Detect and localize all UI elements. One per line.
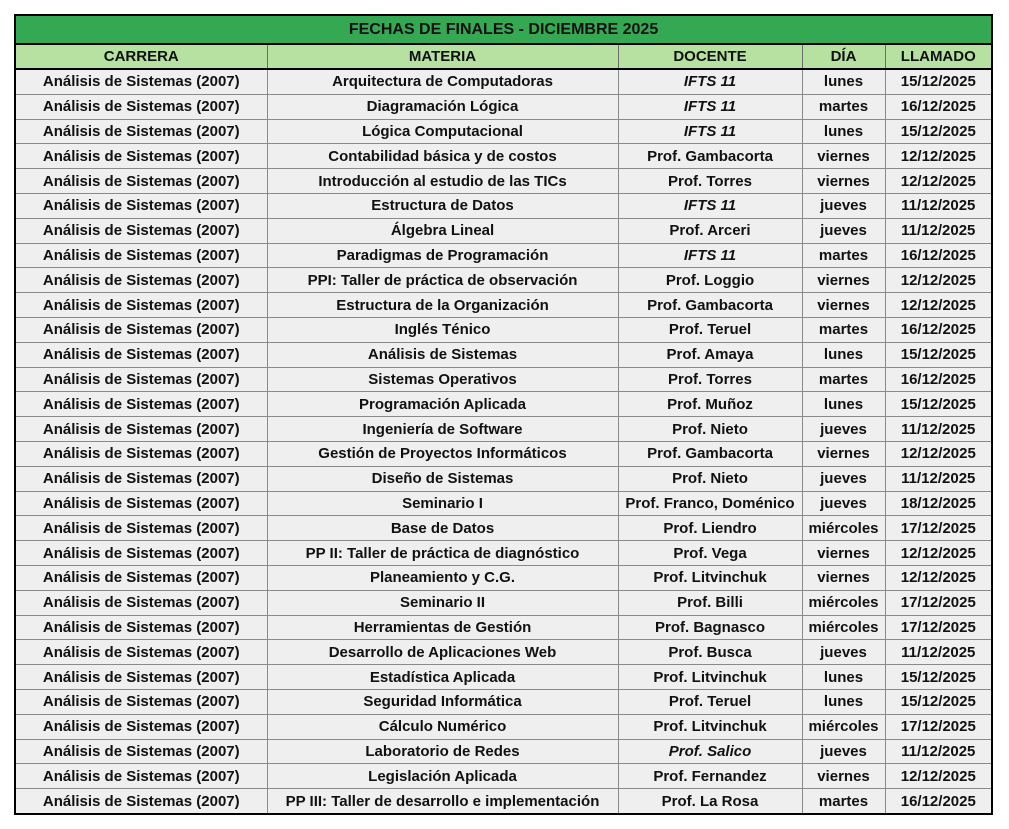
cell-carrera: Análisis de Sistemas (2007) <box>15 144 267 169</box>
cell-carrera: Análisis de Sistemas (2007) <box>15 268 267 293</box>
cell-llamado: 12/12/2025 <box>885 541 992 566</box>
cell-llamado: 12/12/2025 <box>885 268 992 293</box>
cell-carrera: Análisis de Sistemas (2007) <box>15 764 267 789</box>
cell-dia: jueves <box>802 417 885 442</box>
cell-docente: IFTS 11 <box>618 119 802 144</box>
cell-materia: Estadística Aplicada <box>267 665 618 690</box>
table-row <box>15 317 992 342</box>
cell-docente: Prof. Amaya <box>618 342 802 367</box>
table-row <box>15 144 992 169</box>
table-body <box>15 69 992 814</box>
cell-carrera: Análisis de Sistemas (2007) <box>15 640 267 665</box>
cell-dia: viernes <box>802 293 885 318</box>
header-materia: MATERIA <box>267 44 618 69</box>
cell-dia: lunes <box>802 342 885 367</box>
table-row <box>15 541 992 566</box>
cell-materia: Paradigmas de Programación <box>267 243 618 268</box>
cell-llamado: 11/12/2025 <box>885 739 992 764</box>
cell-materia: Desarrollo de Aplicaciones Web <box>267 640 618 665</box>
cell-materia: Diagramación Lógica <box>267 94 618 119</box>
cell-dia: jueves <box>802 193 885 218</box>
cell-materia: Álgebra Lineal <box>267 218 618 243</box>
cell-carrera: Análisis de Sistemas (2007) <box>15 441 267 466</box>
cell-llamado: 11/12/2025 <box>885 640 992 665</box>
cell-dia: viernes <box>802 565 885 590</box>
cell-dia: viernes <box>802 541 885 566</box>
cell-dia: jueves <box>802 640 885 665</box>
table-row <box>15 516 992 541</box>
cell-dia: martes <box>802 317 885 342</box>
cell-materia: Análisis de Sistemas <box>267 342 618 367</box>
cell-materia: Estructura de Datos <box>267 193 618 218</box>
cell-docente: Prof. Litvinchuk <box>618 665 802 690</box>
table-row <box>15 169 992 194</box>
cell-materia: Programación Aplicada <box>267 392 618 417</box>
cell-carrera: Análisis de Sistemas (2007) <box>15 466 267 491</box>
cell-materia: PP II: Taller de práctica de diagnóstico <box>267 541 618 566</box>
cell-llamado: 12/12/2025 <box>885 764 992 789</box>
cell-materia: Legislación Aplicada <box>267 764 618 789</box>
header-carrera: CARRERA <box>15 44 267 69</box>
header-row <box>15 44 992 69</box>
finals-schedule-table <box>14 14 993 815</box>
table-row <box>15 268 992 293</box>
table-row <box>15 565 992 590</box>
cell-docente: Prof. Billi <box>618 590 802 615</box>
table-row <box>15 739 992 764</box>
cell-carrera: Análisis de Sistemas (2007) <box>15 615 267 640</box>
cell-materia: Arquitectura de Computadoras <box>267 69 618 94</box>
table-row <box>15 466 992 491</box>
title-row <box>15 15 992 44</box>
cell-llamado: 15/12/2025 <box>885 342 992 367</box>
cell-llamado: 15/12/2025 <box>885 665 992 690</box>
cell-llamado: 11/12/2025 <box>885 193 992 218</box>
cell-dia: lunes <box>802 119 885 144</box>
cell-materia: Inglés Ténico <box>267 317 618 342</box>
cell-dia: jueves <box>802 491 885 516</box>
cell-dia: martes <box>802 94 885 119</box>
cell-docente: Prof. Vega <box>618 541 802 566</box>
cell-llamado: 12/12/2025 <box>885 565 992 590</box>
cell-docente: IFTS 11 <box>618 193 802 218</box>
cell-dia: miércoles <box>802 615 885 640</box>
header-llamado: LLAMADO <box>885 44 992 69</box>
cell-dia: martes <box>802 789 885 814</box>
cell-llamado: 16/12/2025 <box>885 367 992 392</box>
cell-docente: Prof. Litvinchuk <box>618 565 802 590</box>
header-dia: DÍA <box>802 44 885 69</box>
cell-carrera: Análisis de Sistemas (2007) <box>15 516 267 541</box>
cell-materia: PPI: Taller de práctica de observación <box>267 268 618 293</box>
cell-carrera: Análisis de Sistemas (2007) <box>15 169 267 194</box>
table-row <box>15 69 992 94</box>
table-row <box>15 243 992 268</box>
cell-carrera: Análisis de Sistemas (2007) <box>15 342 267 367</box>
cell-docente: Prof. Teruel <box>618 317 802 342</box>
cell-dia: miércoles <box>802 516 885 541</box>
cell-carrera: Análisis de Sistemas (2007) <box>15 565 267 590</box>
cell-docente: Prof. Arceri <box>618 218 802 243</box>
cell-carrera: Análisis de Sistemas (2007) <box>15 119 267 144</box>
cell-carrera: Análisis de Sistemas (2007) <box>15 789 267 814</box>
table-row <box>15 119 992 144</box>
table-row <box>15 665 992 690</box>
cell-dia: miércoles <box>802 714 885 739</box>
cell-materia: Sistemas Operativos <box>267 367 618 392</box>
cell-dia: jueves <box>802 466 885 491</box>
cell-materia: Gestión de Proyectos Informáticos <box>267 441 618 466</box>
cell-docente: Prof. La Rosa <box>618 789 802 814</box>
cell-materia: Diseño de Sistemas <box>267 466 618 491</box>
cell-llamado: 15/12/2025 <box>885 689 992 714</box>
table-row <box>15 615 992 640</box>
cell-docente: Prof. Torres <box>618 367 802 392</box>
cell-llamado: 12/12/2025 <box>885 169 992 194</box>
cell-materia: Contabilidad básica y de costos <box>267 144 618 169</box>
cell-llamado: 17/12/2025 <box>885 590 992 615</box>
cell-llamado: 17/12/2025 <box>885 516 992 541</box>
cell-carrera: Análisis de Sistemas (2007) <box>15 317 267 342</box>
cell-llamado: 12/12/2025 <box>885 293 992 318</box>
cell-llamado: 11/12/2025 <box>885 417 992 442</box>
cell-docente: IFTS 11 <box>618 69 802 94</box>
cell-dia: jueves <box>802 218 885 243</box>
cell-dia: miércoles <box>802 590 885 615</box>
cell-llamado: 16/12/2025 <box>885 789 992 814</box>
cell-carrera: Análisis de Sistemas (2007) <box>15 665 267 690</box>
cell-carrera: Análisis de Sistemas (2007) <box>15 193 267 218</box>
cell-materia: PP III: Taller de desarrollo e implementación <box>267 789 618 814</box>
cell-dia: viernes <box>802 441 885 466</box>
cell-dia: lunes <box>802 392 885 417</box>
cell-llamado: 17/12/2025 <box>885 615 992 640</box>
table-row <box>15 590 992 615</box>
cell-llamado: 11/12/2025 <box>885 218 992 243</box>
cell-llamado: 11/12/2025 <box>885 466 992 491</box>
cell-materia: Planeamiento y C.G. <box>267 565 618 590</box>
cell-carrera: Análisis de Sistemas (2007) <box>15 94 267 119</box>
cell-llamado: 17/12/2025 <box>885 714 992 739</box>
cell-carrera: Análisis de Sistemas (2007) <box>15 541 267 566</box>
cell-carrera: Análisis de Sistemas (2007) <box>15 491 267 516</box>
cell-docente: Prof. Muñoz <box>618 392 802 417</box>
cell-materia: Seminario II <box>267 590 618 615</box>
cell-carrera: Análisis de Sistemas (2007) <box>15 417 267 442</box>
cell-docente: Prof. Bagnasco <box>618 615 802 640</box>
table-row <box>15 441 992 466</box>
cell-docente: Prof. Salico <box>618 739 802 764</box>
cell-docente: Prof. Nieto <box>618 466 802 491</box>
cell-llamado: 12/12/2025 <box>885 441 992 466</box>
table-row <box>15 417 992 442</box>
cell-dia: viernes <box>802 268 885 293</box>
table-row <box>15 491 992 516</box>
cell-docente: Prof. Fernandez <box>618 764 802 789</box>
cell-llamado: 16/12/2025 <box>885 243 992 268</box>
cell-docente: Prof. Franco, Doménico <box>618 491 802 516</box>
cell-carrera: Análisis de Sistemas (2007) <box>15 392 267 417</box>
table-row <box>15 392 992 417</box>
table-row <box>15 218 992 243</box>
cell-docente: Prof. Gambacorta <box>618 144 802 169</box>
cell-dia: viernes <box>802 169 885 194</box>
cell-llamado: 15/12/2025 <box>885 392 992 417</box>
cell-llamado: 15/12/2025 <box>885 119 992 144</box>
cell-llamado: 18/12/2025 <box>885 491 992 516</box>
cell-materia: Herramientas de Gestión <box>267 615 618 640</box>
cell-materia: Seminario I <box>267 491 618 516</box>
cell-llamado: 12/12/2025 <box>885 144 992 169</box>
cell-docente: Prof. Liendro <box>618 516 802 541</box>
cell-docente: Prof. Nieto <box>618 417 802 442</box>
cell-carrera: Análisis de Sistemas (2007) <box>15 739 267 764</box>
cell-materia: Introducción al estudio de las TICs <box>267 169 618 194</box>
cell-docente: IFTS 11 <box>618 243 802 268</box>
cell-dia: viernes <box>802 144 885 169</box>
table-row <box>15 714 992 739</box>
cell-materia: Lógica Computacional <box>267 119 618 144</box>
cell-docente: Prof. Litvinchuk <box>618 714 802 739</box>
cell-dia: lunes <box>802 69 885 94</box>
table-row <box>15 342 992 367</box>
table-row <box>15 94 992 119</box>
cell-carrera: Análisis de Sistemas (2007) <box>15 69 267 94</box>
table-row <box>15 367 992 392</box>
cell-docente: Prof. Gambacorta <box>618 293 802 318</box>
cell-materia: Ingeniería de Software <box>267 417 618 442</box>
cell-dia: lunes <box>802 665 885 690</box>
sheet-title: FECHAS DE FINALES - DICIEMBRE 2025 <box>15 15 992 44</box>
cell-docente: Prof. Teruel <box>618 689 802 714</box>
table-row <box>15 789 992 814</box>
cell-dia: viernes <box>802 764 885 789</box>
cell-dia: lunes <box>802 689 885 714</box>
cell-llamado: 15/12/2025 <box>885 69 992 94</box>
cell-dia: martes <box>802 243 885 268</box>
cell-carrera: Análisis de Sistemas (2007) <box>15 218 267 243</box>
table-row <box>15 293 992 318</box>
table-row <box>15 640 992 665</box>
table-row <box>15 689 992 714</box>
header-docente: DOCENTE <box>618 44 802 69</box>
cell-materia: Base de Datos <box>267 516 618 541</box>
cell-docente: IFTS 11 <box>618 94 802 119</box>
cell-docente: Prof. Loggio <box>618 268 802 293</box>
cell-carrera: Análisis de Sistemas (2007) <box>15 590 267 615</box>
cell-materia: Laboratorio de Redes <box>267 739 618 764</box>
cell-docente: Prof. Busca <box>618 640 802 665</box>
cell-docente: Prof. Torres <box>618 169 802 194</box>
table-row <box>15 764 992 789</box>
cell-carrera: Análisis de Sistemas (2007) <box>15 714 267 739</box>
cell-materia: Cálculo Numérico <box>267 714 618 739</box>
cell-carrera: Análisis de Sistemas (2007) <box>15 367 267 392</box>
cell-llamado: 16/12/2025 <box>885 94 992 119</box>
cell-carrera: Análisis de Sistemas (2007) <box>15 243 267 268</box>
cell-llamado: 16/12/2025 <box>885 317 992 342</box>
cell-materia: Estructura de la Organización <box>267 293 618 318</box>
cell-materia: Seguridad Informática <box>267 689 618 714</box>
cell-dia: jueves <box>802 739 885 764</box>
table-row <box>15 193 992 218</box>
cell-carrera: Análisis de Sistemas (2007) <box>15 293 267 318</box>
cell-dia: martes <box>802 367 885 392</box>
cell-docente: Prof. Gambacorta <box>618 441 802 466</box>
cell-carrera: Análisis de Sistemas (2007) <box>15 689 267 714</box>
